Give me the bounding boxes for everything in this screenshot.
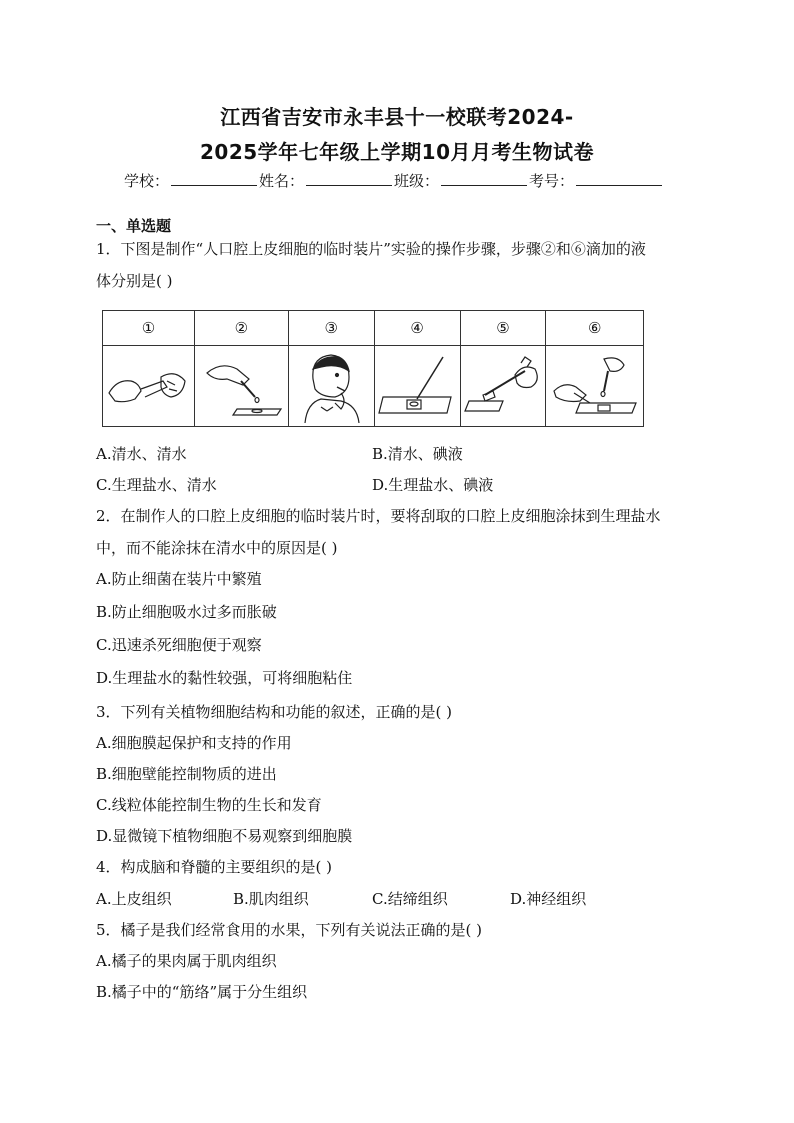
q4-stem: 4．构成脑和脊髓的主要组织的是( ) — [96, 858, 333, 876]
q5-option-a[interactable]: A.橘子的果肉属于肌肉组织 — [96, 952, 277, 970]
number-blank[interactable] — [576, 171, 662, 186]
number-label: 考号： — [529, 172, 575, 190]
q4-option-a[interactable]: A.上皮组织 — [96, 890, 172, 908]
section-heading: 一、单选题 — [96, 217, 172, 235]
step3-scrape-cheek-illustration — [288, 346, 374, 427]
q2-option-b[interactable]: B.防止细胞吸水过多而胀破 — [96, 603, 277, 621]
q4-option-c[interactable]: C.结缔组织 — [372, 890, 448, 908]
name-label: 姓名： — [259, 172, 305, 190]
q1-stem-line1: 1．下图是制作“人口腔上皮细胞的临时装片”实验的操作步骤，步骤②和⑥滴加的液 — [96, 240, 646, 258]
procedure-steps-table — [102, 310, 644, 427]
q5-option-b[interactable]: B.橘子中的“筋络”属于分生组织 — [96, 983, 308, 1001]
q2-option-d[interactable]: D.生理盐水的黏性较强，可将细胞粘住 — [96, 669, 353, 687]
exam-title-line2: 2025学年七年级上学期10月月考生物试卷 — [200, 140, 594, 164]
student-info-row — [124, 170, 664, 191]
q2-stem-line1: 2．在制作人的口腔上皮细胞的临时装片时，要将刮取的口腔上皮细胞涂抹到生理盐水 — [96, 507, 661, 525]
q3-option-b[interactable]: B.细胞壁能控制物质的进出 — [96, 765, 277, 783]
q4-option-d[interactable]: D.神经组织 — [510, 890, 587, 908]
step-label: ⑥ — [546, 311, 644, 346]
q2-stem-line2: 中，而不能涂抹在清水中的原因是( ) — [96, 539, 338, 557]
step-label: ② — [194, 311, 288, 346]
school-blank[interactable] — [171, 171, 257, 186]
q4-option-b[interactable]: B.肌肉组织 — [233, 890, 309, 908]
name-blank[interactable] — [306, 171, 392, 186]
q2-option-a[interactable]: A.防止细菌在装片中繁殖 — [96, 570, 262, 588]
step6-stain-illustration — [546, 346, 644, 427]
exam-title-line1: 江西省吉安市永丰县十一校联考2024- — [220, 105, 574, 129]
step-label: ③ — [288, 311, 374, 346]
step-label: ① — [103, 311, 195, 346]
q5-stem: 5．橘子是我们经常食用的水果，下列有关说法正确的是( ) — [96, 921, 483, 939]
step5-cover-slip-illustration — [460, 346, 546, 427]
q3-stem: 3．下列有关植物细胞结构和功能的叙述，正确的是( ) — [96, 703, 453, 721]
q1-stem-line2: 体分别是( ) — [96, 272, 173, 290]
q1-option-d[interactable]: D.生理盐水、碘液 — [372, 476, 494, 494]
class-label: 班级： — [394, 172, 440, 190]
step4-smear-cells-illustration — [374, 346, 460, 427]
school-label: 学校： — [124, 172, 170, 190]
class-blank[interactable] — [441, 171, 527, 186]
step1-wipe-slide-illustration — [103, 346, 195, 427]
q3-option-a[interactable]: A.细胞膜起保护和支持的作用 — [96, 734, 292, 752]
q1-option-a[interactable]: A.清水、清水 — [96, 445, 187, 463]
step2-drop-liquid-illustration — [194, 346, 288, 427]
q1-option-b[interactable]: B.清水、碘液 — [372, 445, 463, 463]
q1-option-c[interactable]: C.生理盐水、清水 — [96, 476, 217, 494]
q3-option-c[interactable]: C.线粒体能控制生物的生长和发育 — [96, 796, 322, 814]
q2-option-c[interactable]: C.迅速杀死细胞便于观察 — [96, 636, 262, 654]
step-label: ④ — [374, 311, 460, 346]
q3-option-d[interactable]: D.显微镜下植物细胞不易观察到细胞膜 — [96, 827, 353, 845]
step-label: ⑤ — [460, 311, 546, 346]
